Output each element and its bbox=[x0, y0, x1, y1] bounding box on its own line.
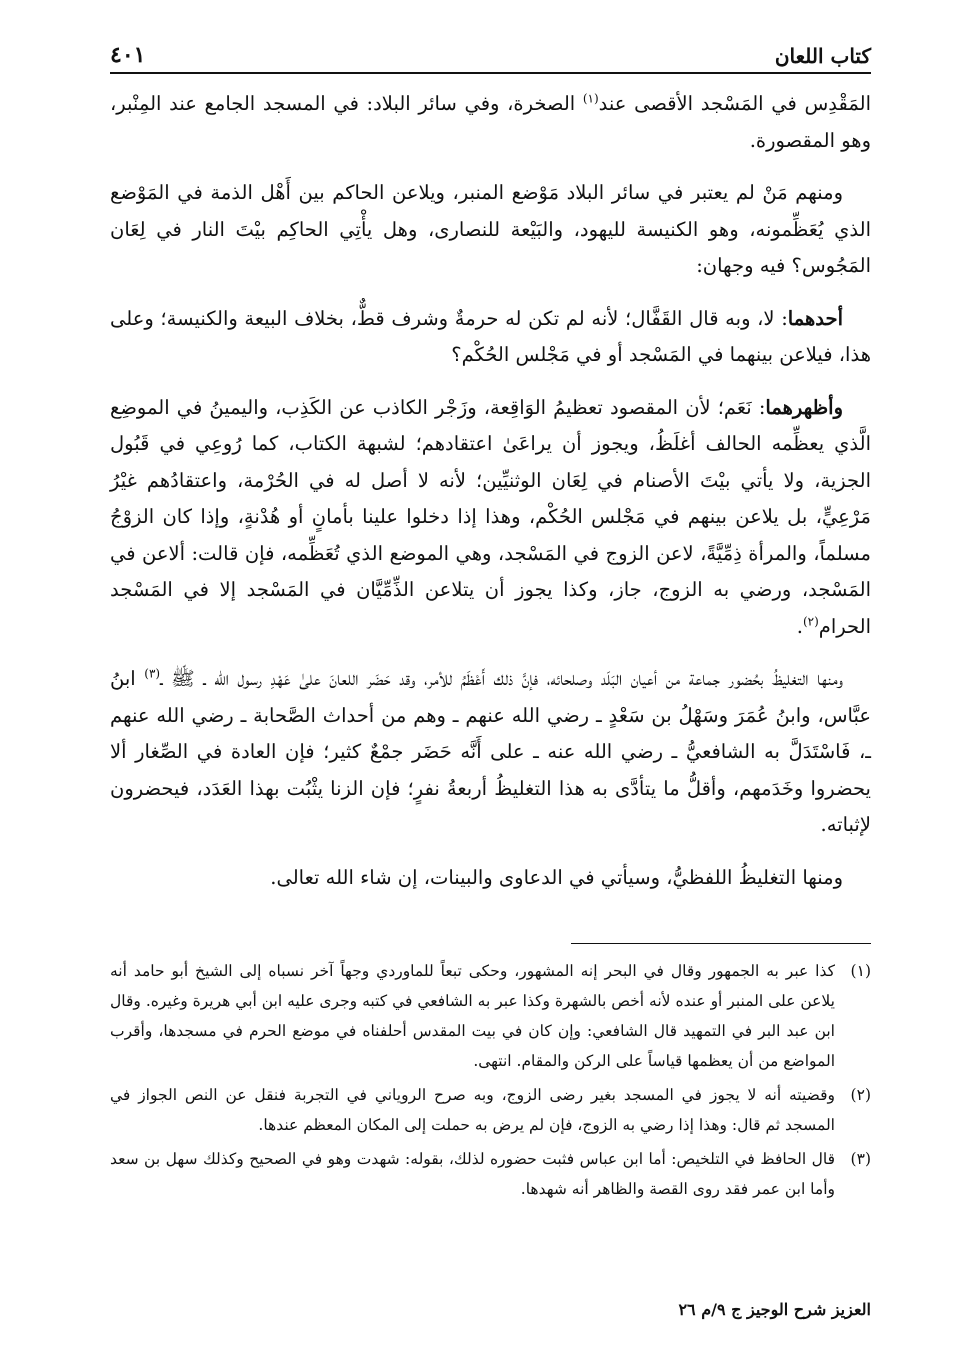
paragraph-3-lead: أحدهما bbox=[787, 306, 843, 330]
paragraph-4 bbox=[110, 390, 871, 646]
paragraph-1-part-a: المَقْدِس في المَسْجد الأقصى عند bbox=[598, 92, 871, 115]
paragraph-1 bbox=[110, 86, 871, 159]
footnote-text: كذا عبر به الجمهور وقال في البحر إنه المشهور، وحكى تبعاً للماوردي وجهاً آخر نسباه إلى الشيخ أبو حامد أنه يلاعن على المنبر أو عنده لأنه أخص بالشهرة وكذا عبر به الشافعي في كتبه وجرى عليه ابن أبي هريرة وغيره. وقال ابن عبد البر في التمهيد قال الشافعي: وإن كان في بيت المقدس أحلفناه في موضع الحرم في مسجدها، وأقرب المواضع من أن يعظمها قياساً على الركن والمقام. انتهى. bbox=[110, 962, 835, 1070]
paragraph-3 bbox=[110, 301, 871, 374]
paragraph-6: ومنها التغليظُ اللفظيُّ، وسيأتي في الدعاوى والبينات، إن شاء الله تعالى. bbox=[270, 865, 843, 889]
footnote-ref-1: (١) bbox=[582, 91, 599, 106]
paragraph-3-text: : لا، وبه قال القَفَّال؛ لأنه لم تكن له حرمةٌ وشرف قطٌّ، بخلاف البيعة والكنيسة؛ وعلى هذا، فيلاعن بينهما في المَسْجد أو في مَجْلس الحُكْم؟ bbox=[110, 306, 871, 366]
footnote-text: وقضيته أنه لا يجوز في المسجد بغير رضى الزوج، وبه صرح الروياني في التجربة فنقل عن النص الجواز في المسجد ثم قال: وهذا إذا رضي به الزوج، فإن لم يرض به حملت إلى المكان المعظم عندها. bbox=[110, 1086, 835, 1134]
footnote-ref-2: (٢) bbox=[802, 614, 819, 628]
page-header bbox=[110, 28, 871, 74]
footnote-3 bbox=[110, 1144, 871, 1204]
paragraph-2: ومنهم مَنْ لم يعتبر في سائر البلاد مَوْضع المنبر، ويلاعن الحاكم بين أَهْل الذمة في المَوْضع الذي يُعَظِّمونه، وهو الكنيسة لليهود، والبَيْعة للنصارى، وهل يأْتِي الحاكِم بيْتَ النار في لِعَان المَجُوس؟ فيه وجهان: bbox=[110, 181, 871, 277]
paragraph-4-lead: وأظهرهما bbox=[765, 395, 843, 419]
paragraph-5 bbox=[110, 661, 871, 844]
chapter-title: كتاب اللعان bbox=[774, 44, 871, 68]
printer-signature: العزيز شرح الوجيز ج ٩/م ٢٦ bbox=[678, 1300, 871, 1319]
footnotes bbox=[110, 956, 871, 1208]
page-number: ٤٠١ bbox=[110, 42, 146, 68]
footnote-text: قال الحافظ في التلخيص: أما ابن عباس فثبت حضوره لذلك، بقوله: شهدت وهو في الصحيح وكذلك سهل بن سعد وأما ابن عمر فقد روى القصة والظاهر أنه شهدها. bbox=[110, 1150, 835, 1198]
footnote-number: (٢) bbox=[850, 1086, 871, 1104]
footnote-separator bbox=[571, 943, 871, 944]
paragraph-5-part-b: ابنُ عبَّاس، وابنُ عُمَرَ وسَهْلُ بن سَعْدٍ ـ رضي الله عنهم ـ وهم من أحداث الصَّحابة ـ رضي الله عنهم ـ، فَاسْتَدَلَّ به الشافعيُّ ـ رضي الله عنه ـ على أَنَّه حَضَر جمْعٌ كثير؛ فإن العادة في الصِّغار ألا يحضروا وخَدَمهم، وأقلُّ ما يتأدَّى به هذا التغليظُ أربعةُ نفرٍ؛ فإن الزنا يثْبُت بهذا العَدَد، فيحضرون لإثباته. bbox=[110, 667, 871, 836]
paragraph-5-part-a: ومنها التغليظُ بحُضور جماعة من أعيان البَلَد وصلحائه، فإنَّ ذلك أَعْظَمُ للأمر، وقد حَضَر اللعانَ علىٰ عَهْدِ رسول الله ـ ﷺ ـ bbox=[160, 667, 843, 690]
paragraph-4-part-a: : نَعَم؛ لأن المقصود تعظيمُ الوَاقِعة، وزَجْر الكاذب عن الكَذِب، واليمينُ في الموضِع الَّذي يعظِّمه الحالف أغلَظُ، ويجوز أن يراعَىٰ اعتقادهم؛ لشبهة الكتاب، كما رُوعِي في قَبُول الجزية، ولا يأتي بيْتَ الأصنام في لِعَان الوثنيِّين؛ لأنه لا أصل له في الحُرْمة، واعتقادُهم غيْرُ مَرْعِيٍّ، بل يلاعن بينهم في مَجْلس الحُكْم، وهذا إذا دخلوا علينا بأمانٍ أو هُدْنةٍ، وإذا كان الزوْجُ مسلماً، والمرأة ذِمِّيَّةً، لاعن الزوج في المَسْجد، وهي الموضع الذي تُعَظِّمه، فإن قالت: ألاعن في المَسْجد، ورضي به الزوج، جاز، وكذا يجوز أن يتلاعن الذِّمِّيَّان في المَسْجد إلا في المَسْجد الحرام bbox=[110, 395, 871, 638]
main-text bbox=[110, 86, 871, 912]
footnote-number: (١) bbox=[850, 962, 871, 980]
paragraph-4-part-b: . bbox=[796, 614, 803, 638]
footnote-1 bbox=[110, 956, 871, 1076]
footnote-number: (٣) bbox=[850, 1150, 871, 1168]
paragraph-1-part-b: الصخرة، وفي سائر البلاد: في المسجد الجامع عند المِنْبر، وهو المقصورة. bbox=[110, 92, 871, 152]
footnote-2 bbox=[110, 1080, 871, 1140]
footnote-ref-3: (٣) bbox=[144, 666, 161, 681]
